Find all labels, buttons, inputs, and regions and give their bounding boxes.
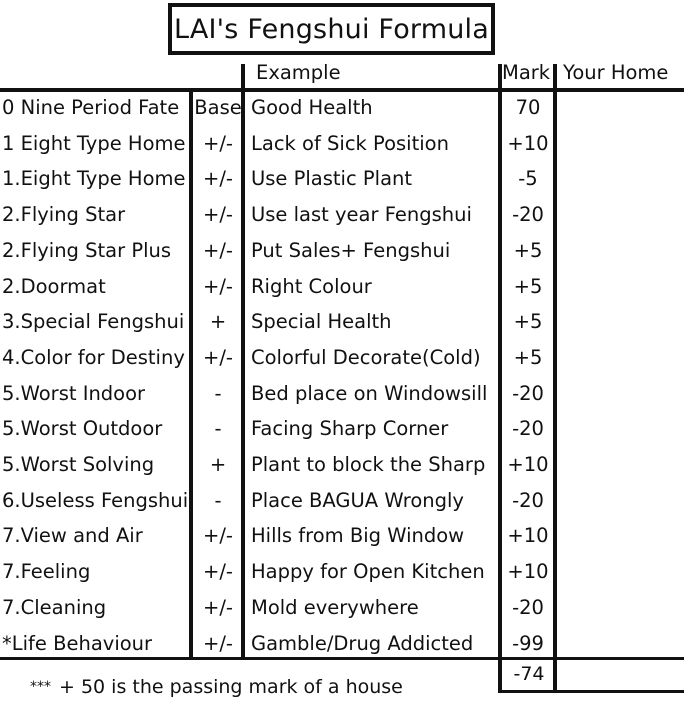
row-example: Special Health — [251, 310, 392, 333]
row-mark: -99 — [512, 632, 544, 655]
row-example: Mold everywhere — [251, 596, 419, 619]
row-item: 2.Doormat — [2, 275, 106, 298]
row-mark: -20 — [512, 203, 544, 226]
row-item: 1.Eight Type Home — [2, 167, 186, 190]
row-item: 3.Special Fengshui — [2, 310, 185, 333]
row-example: Right Colour — [251, 275, 372, 298]
row-example: Gamble/Drug Addicted — [251, 632, 474, 655]
row-sign: Base — [194, 96, 242, 119]
row-item: 0 Nine Period Fate — [2, 96, 180, 119]
total-mark: -74 — [513, 663, 545, 685]
row-example: Lack of Sick Position — [251, 132, 449, 155]
row-item: 5.Worst Indoor — [2, 382, 146, 405]
mark-box-bottom-rule — [498, 690, 684, 693]
row-sign: - — [214, 382, 222, 405]
row-example: Colorful Decorate(Cold) — [251, 346, 481, 369]
row-item: 7.View and Air — [2, 524, 143, 547]
row-mark: +5 — [513, 346, 543, 369]
row-item: 2.Flying Star — [2, 203, 126, 226]
row-example: Happy for Open Kitchen — [251, 560, 485, 583]
row-mark: -20 — [512, 489, 544, 512]
row-sign: - — [214, 417, 222, 440]
page-title: LAI's Fengshui Formula — [168, 3, 495, 55]
row-sign: +/- — [203, 239, 233, 262]
row-item: 7.Cleaning — [2, 596, 107, 619]
footnote-stars: *** — [30, 679, 51, 695]
row-mark: -20 — [512, 382, 544, 405]
header-your-home: Your Home — [563, 61, 669, 84]
footnote — [30, 673, 403, 701]
row-mark: +5 — [513, 275, 543, 298]
row-item: 1 Eight Type Home — [2, 132, 186, 155]
row-mark: -20 — [512, 417, 544, 440]
row-sign: +/- — [203, 346, 233, 369]
row-item: 4.Color for Destiny — [2, 346, 185, 369]
row-sign: +/- — [203, 132, 233, 155]
row-mark: 70 — [515, 96, 541, 119]
row-item: *Life Behaviour — [2, 632, 153, 655]
header-mark: Mark — [502, 61, 551, 84]
row-example: Place BAGUA Wrongly — [251, 489, 464, 512]
row-item: 5.Worst Solving — [2, 453, 155, 476]
row-sign: + — [209, 453, 227, 476]
header-example: Example — [256, 61, 341, 84]
row-sign: +/- — [203, 560, 233, 583]
row-example: Facing Sharp Corner — [251, 417, 449, 440]
row-sign: + — [209, 310, 227, 333]
row-mark: -20 — [512, 596, 544, 619]
row-example: Plant to block the Sharp — [251, 453, 486, 476]
row-mark: +10 — [507, 132, 549, 155]
row-example: Bed place on Windowsill — [251, 382, 488, 405]
row-mark: +10 — [507, 453, 549, 476]
row-item: 2.Flying Star Plus — [2, 239, 172, 262]
row-example: Put Sales+ Fengshui — [251, 239, 451, 262]
row-mark: +10 — [507, 560, 549, 583]
footnote-text: + 50 is the passing mark of a house — [59, 676, 403, 698]
row-sign: +/- — [203, 203, 233, 226]
row-mark: +5 — [513, 239, 543, 262]
row-item: 7.Feeling — [2, 560, 91, 583]
row-example: Good Health — [251, 96, 373, 119]
row-sign: +/- — [203, 275, 233, 298]
row-mark: +10 — [507, 524, 549, 547]
row-item: 5.Worst Outdoor — [2, 417, 163, 440]
row-sign: +/- — [203, 167, 233, 190]
row-example: Use last year Fengshui — [251, 203, 472, 226]
row-sign: - — [214, 489, 222, 512]
row-sign: +/- — [203, 524, 233, 547]
row-sign: +/- — [203, 596, 233, 619]
row-sign: +/- — [203, 632, 233, 655]
row-example: Hills from Big Window — [251, 524, 465, 547]
row-mark: -5 — [518, 167, 538, 190]
row-example: Use Plastic Plant — [251, 167, 413, 190]
row-mark: +5 — [513, 310, 543, 333]
row-item: 6.Useless Fengshui — [2, 489, 189, 512]
